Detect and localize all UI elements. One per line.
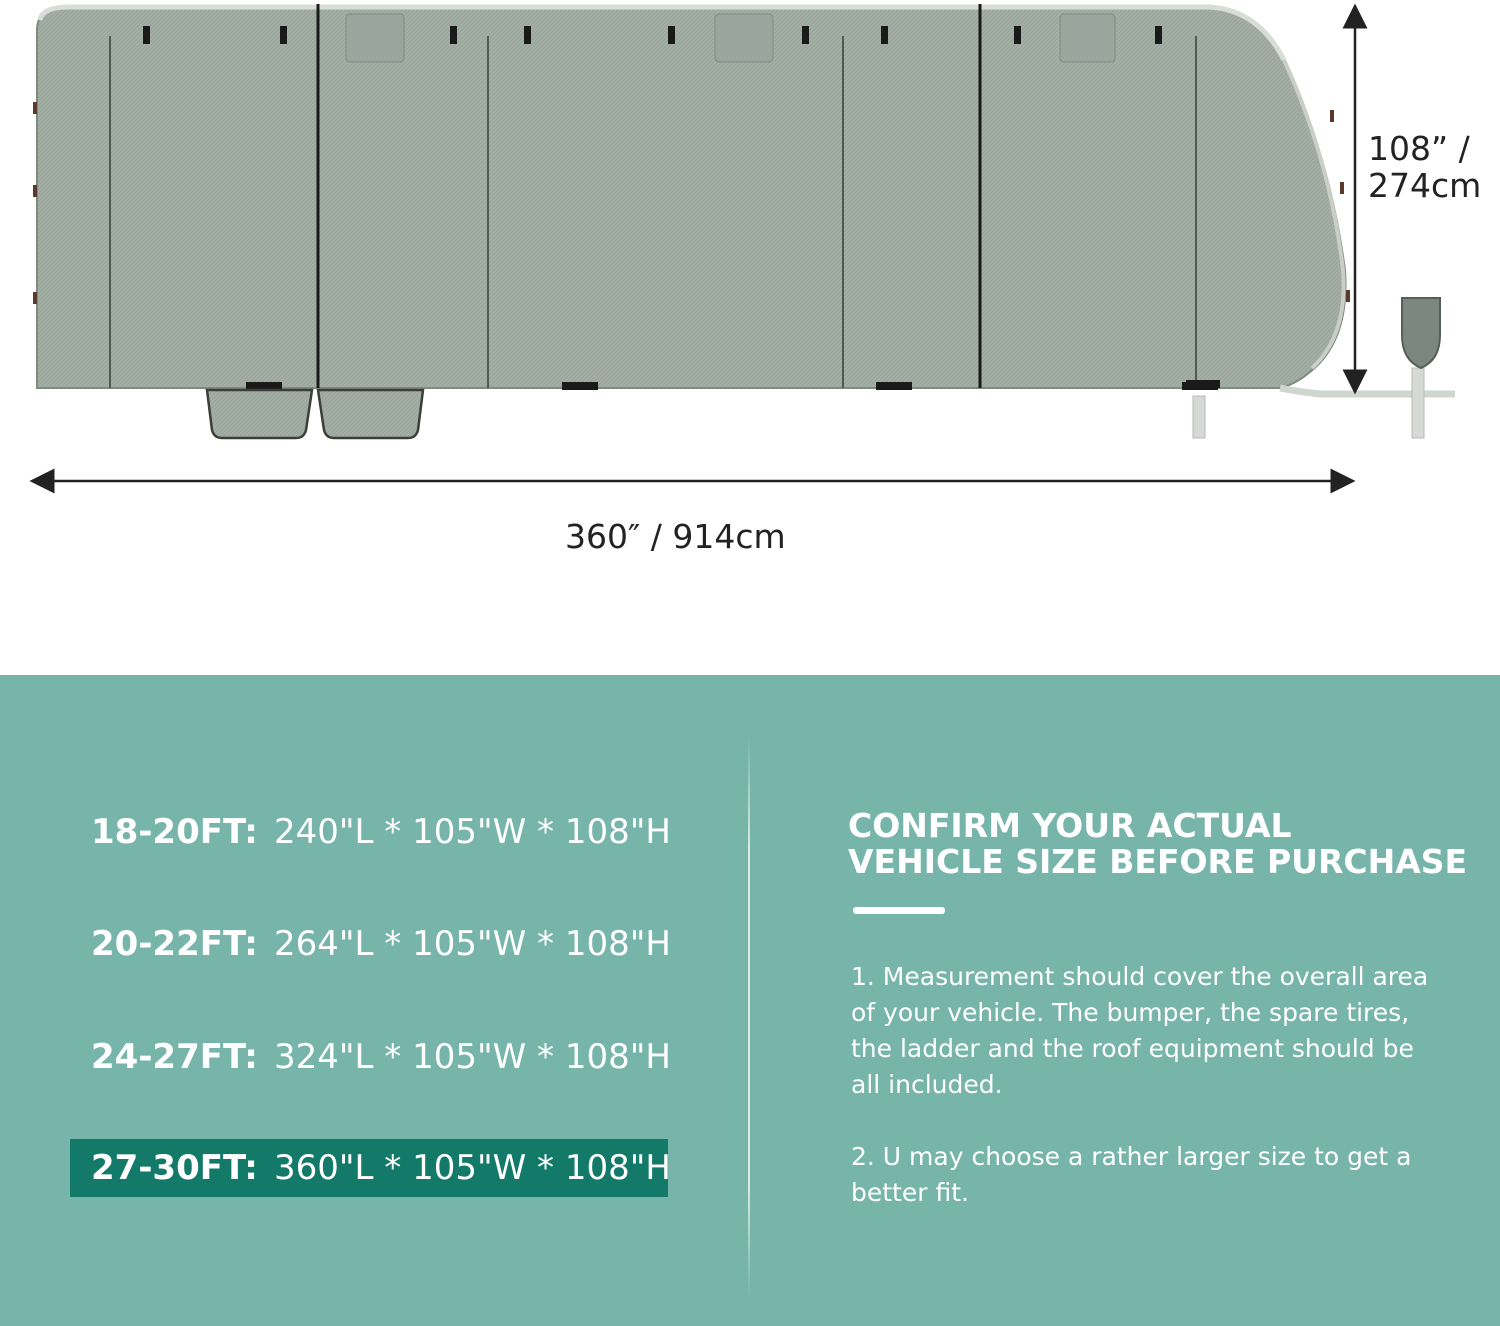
size-row-highlighted <box>70 1139 671 1197</box>
size-name: 24-27FT: <box>91 1037 258 1077</box>
size-dimensions: 360"L * 105"W * 108"H <box>274 1148 671 1188</box>
length-dimension-label: 360″ / 914cm <box>565 517 786 556</box>
size-info-panel <box>0 675 1500 1326</box>
height-label-line1: 108” / <box>1368 129 1470 168</box>
size-row <box>70 915 671 973</box>
tire-covers <box>207 390 423 438</box>
height-dimension-label <box>1368 130 1481 204</box>
notice-title <box>848 808 1468 880</box>
size-name: 18-20FT: <box>91 812 258 852</box>
title-underline <box>853 907 945 914</box>
size-dimensions: 324"L * 105"W * 108"H <box>274 1037 671 1077</box>
notice-title-line1: CONFIRM YOUR ACTUAL <box>848 806 1292 845</box>
notice-title-line2: VEHICLE SIZE BEFORE PURCHASE <box>848 842 1468 881</box>
height-label-line2: 274cm <box>1368 166 1482 205</box>
size-name: 27-30FT: <box>91 1148 258 1188</box>
trailer-cover-body <box>37 6 1346 388</box>
size-row <box>70 803 671 861</box>
size-dimensions: 240"L * 105"W * 108"H <box>274 812 671 852</box>
note-measurement: 1. Measurement should cover the overall area of your vehicle. The bumper, the spare tires, the ladder and the roof equipment should be all included. <box>851 962 1429 1099</box>
size-name: 20-22FT: <box>91 924 258 964</box>
note-larger-size: 2. U may choose a rather larger size to get a better fit. <box>851 1142 1412 1207</box>
size-dimensions: 264"L * 105"W * 108"H <box>274 924 671 964</box>
panel-divider <box>748 737 750 1297</box>
size-row <box>70 1028 671 1086</box>
